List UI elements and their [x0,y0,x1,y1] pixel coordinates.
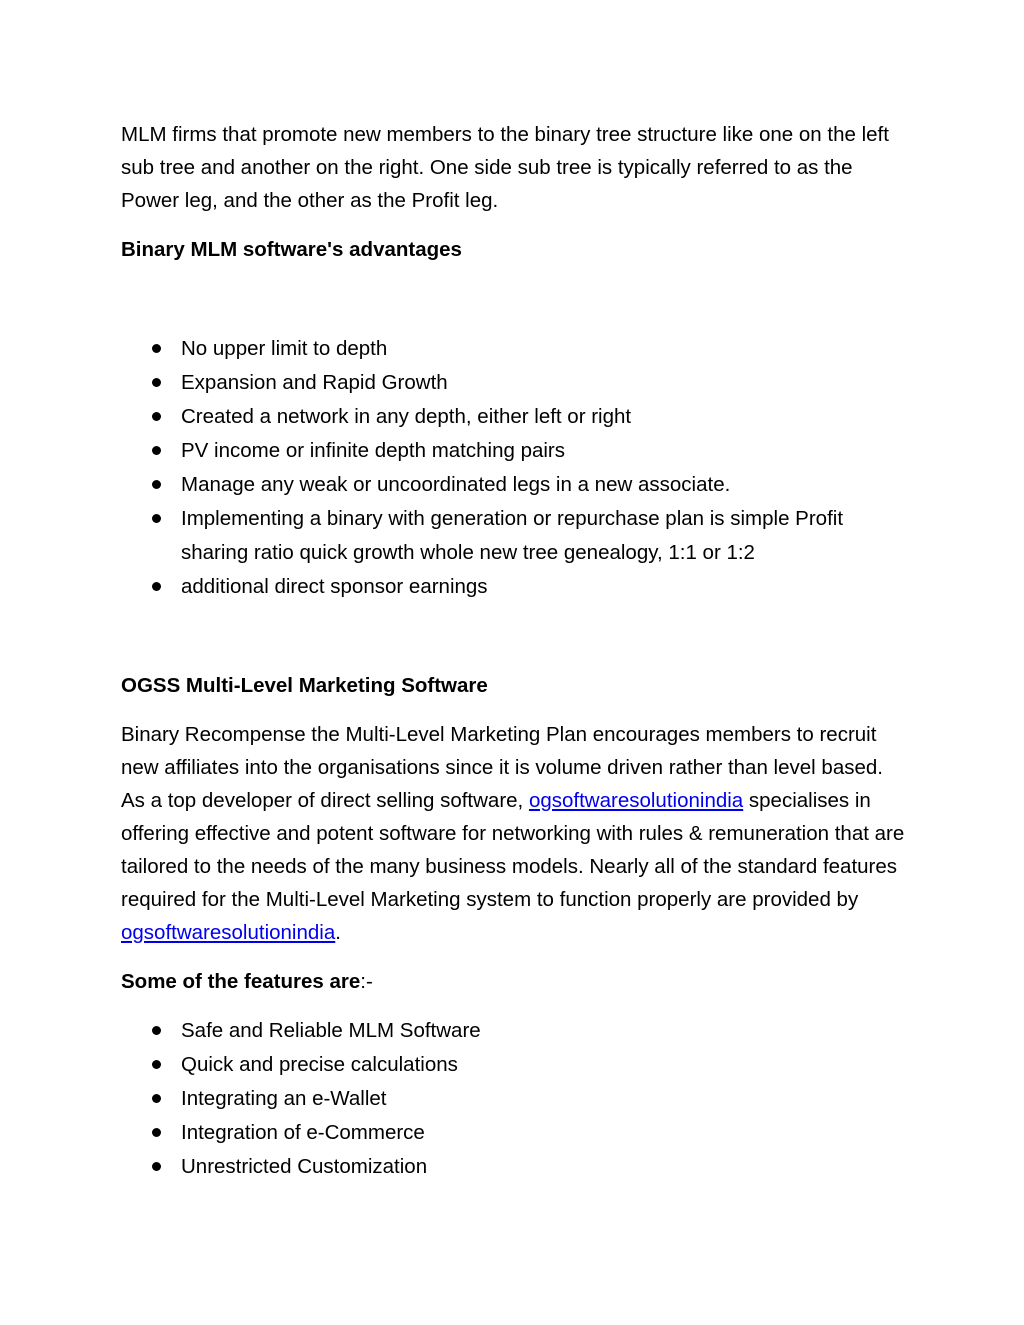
ogss-paragraph: Binary Recompense the Multi-Level Marketing Plan encourages members to recruit new affiliates into the organisations since it is volume driven rather than level based. As a top developer of direct selling software, ogsoftwaresolutionindia specialises in offering effective and potent software for networking with rules & remuneration that are tailored to the needs of the many business models. Nearly all of the standard features required for the Multi-Level Marketing system to function properly are provided by ogsoftwaresolutionindia. [121,723,905,944]
bullet-icon [152,378,161,387]
bullet-icon [152,1060,161,1069]
list-item: additional direct sponsor earnings [181,570,911,604]
bullet-icon [152,1162,161,1171]
features-heading: Some of the features are:- [121,970,373,993]
list-item: Manage any weak or uncoordinated legs in a new associate. [181,468,911,502]
bullet-icon [152,446,161,455]
list-item: No upper limit to depth [181,332,911,366]
list-item: Integration of e-Commerce [181,1116,911,1150]
bullet-icon [152,344,161,353]
ogsoftwaresolutionindia-link[interactable]: ogsoftwaresolutionindia [121,921,336,944]
list-item: Quick and precise calculations [181,1048,911,1082]
bullet-icon [152,1128,161,1137]
ogsoftwaresolutionindia-link[interactable]: ogsoftwaresolutionindia [528,789,744,812]
bullet-icon [152,412,161,421]
list-item: Safe and Reliable MLM Software [181,1014,911,1048]
list-item: Expansion and Rapid Growth [181,366,911,400]
bullet-icon [152,514,161,523]
list-item: Integrating an e-Wallet [181,1082,911,1116]
list-item: Implementing a binary with generation or repurchase plan is simple Profit sharing ratio quick growth whole new tree genealogy, 1:1 or 1:2 [181,502,911,570]
bullet-icon [152,1094,161,1103]
bullet-icon [152,582,161,591]
list-item: PV income or infinite depth matching pairs [181,434,911,468]
features-list [121,1014,911,1184]
bullet-icon [152,1026,161,1035]
list-item: Unrestricted Customization [181,1150,911,1184]
document-page [121,118,911,1184]
list-item: Created a network in any depth, either left or right [181,400,911,434]
intro-paragraph: MLM firms that promote new members to the binary tree structure like one on the left sub tree and another on the right. One side sub tree is typically referred to as the Power leg, and the other as the Profit leg. [121,123,889,212]
ogss-heading: OGSS Multi-Level Marketing Software [121,674,488,697]
advantages-list [121,332,911,604]
bullet-icon [152,480,161,489]
advantages-heading: Binary MLM software's advantages [121,238,462,261]
